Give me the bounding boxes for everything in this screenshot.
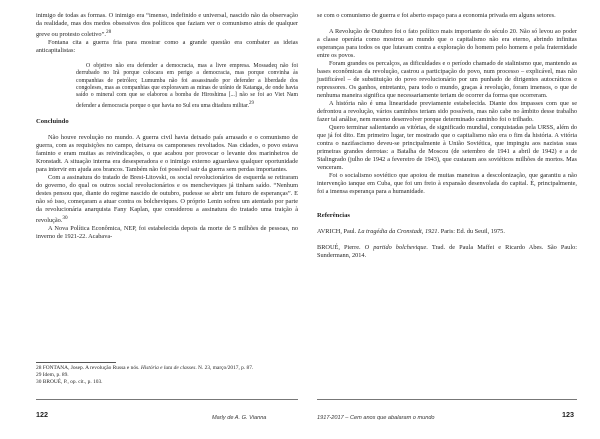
footnote-28: 28 FONTANA, Josep. A revolução Russa e nós. História e luta de classes. N. 23, março/2017, p. 87. [36, 365, 254, 371]
reference-broue: BROUÉ, Pierre. O partido bolchevique. Trad. de Paula Maffei e Ricardo Abes. São Paulo: Sundermann, 2014. [317, 244, 577, 259]
left-paragraph-1: inimigo de todas as formas. O inimigo era “imenso, indefinido e universal, nascido não da observação da realidade, mas dos medos obsessivos dos políticos que faziam ver o comunismo atrás de qualquer greve ou protesto coletivo”.$^{28}$ [36, 12, 298, 39]
right-running-head: 1917-2017 – Cem anos que abalaram o mundo [317, 415, 435, 421]
footnote-ref-30: 30 [62, 214, 68, 221]
left-paragraph-2: Fontana cita a guerra fria para mostrar como a grande questão era combater as ideias anticapitalistas: [36, 39, 298, 55]
left-paragraph-3: Não houve revolução no mundo. A guerra civil havia deixado país arrasado e o comunismo de guerra, com as requisições no campo, deixava os camponeses revoltados. Nas cidades, o povo estava faminto e eram muitas as reivindicações, o que acabou por provocar o levante dos marinheiros de Kronstadt. A situação interna era desesperadora e o inimigo externo aguardava qualquer oportunidade para intervir em ajuda aos brancos. Também não foi possível sair da guerra sem perdas importantes. [36, 133, 298, 173]
left-page-number: 122 [36, 410, 48, 419]
left-paragraph-4: Com a assinatura do tratado de Brest-Litovski, os social revolucionários de esquerda se retiraram do governo, do qual os outros social revolucionários e os mencheviques já tinham saído. “Nenhum destes pensou que, diante do regime nascido de outubro, pudesse se abrir um futuro de esperanças”. E não só isso, começaram a atuar contra os bolcheviques. O próprio Lenin sofreu um atentado por parte da revolucionária anarquista Fany Kaplan, que considerou a assinatura do tratado uma traição à revolução.$^{30}$ [36, 173, 298, 224]
right-paragraph-5: Quero terminar salientando as vitórias, de significado mundial, conquistadas pela URSS, além do que já foi dito. Em primeiro lugar, ter mostrado que o capitalismo não era o fim da história. A vitória contra o nazifascismo deveu-se principalmente à União Soviética, que impingiu aos nazistas suas primeiras grandes derrotas: a Batalha de Moscou (de setembro de 1941 a abril de 1942) e a de Stalingrado (julho de 1942 a fevereiro de 1943), que custaram aos soviéticos milhões de mortos. Mas venceram. [317, 124, 577, 171]
footnote-29: 29 Idem, p. 89. [36, 372, 69, 378]
right-paragraph-4: A história não é uma linearidade previamente estabelecida. Diante dos impasses com que se defrontou a revolução, vários caminhos teriam sido possíveis, mas não cabe no âmbito desse trabalho fazer tal análise, nem mesmo desenvolver porque determinado caminho foi o trilhado. [317, 100, 577, 123]
right-paragraph-3: Foram grandes os percalços, as dificuldades e o período chamado de stalinismo que, mantendo as bases econômicas da revolução, castrou a participação do povo, num processo – explicável, mas não justificável – de substituição do povo revolucionário por um punhado de dirigentes autocráticos e repressores. Os ganhos, entretanto, para todo o mundo, graças à revolução, foram imensos, o que de nenhuma maneira significa que necessariamente teriam de ocorrer da forma que ocorreram. [317, 60, 577, 99]
left-paragraph-5: A Nova Política Econômica, NEP, foi estabelecida depois da morte de 5 milhões de pessoas, no inverno de 1921-22. Acabava- [36, 224, 298, 240]
right-paragraph-1: se com o comunismo de guerra e foi aberto espaço para a economia privada em alguns setores. [317, 12, 556, 19]
footnote-ref-29: 29 [249, 100, 254, 106]
footnote-ref-28: 28 [105, 29, 112, 35]
right-paragraph-2: A Revolução de Outubro foi o fato político mais importante do século 20. Não só levou ao poder a classe operária como mostrou ao mundo que o capitalismo não era eterno, abrindo infinitas esperanças para todos os que lutavam contra a exploração do homem pelo homem e pela fraternidade entre os povos. [317, 28, 577, 59]
footnotes [36, 362, 298, 386]
reference-avrich: AVRICH, Paul. La tragédia da Cronstadt, 1921. Paris: Ed. du Seuil, 1975. [317, 228, 505, 235]
block-quote: O objetivo não era defender a democracia, mas a livre empresa. Mossadeq não foi derrubado no Irã porque colocara em perigo a democracia, mas porque convinha às companhias de petróleo; Lumumba não foi assassinado por defender a liberdade dos congoleses, mas as companhias que exploravam as minas de urânio de Katanga, de onde havia saído o mineral com que se elaborou a bomba de Hiroshima [...] não se foi ao Viet Nam defender a democracia porque o que havia no Sul era uma ditadura militar.$^{29}$ [76, 63, 298, 109]
right-page-column [317, 12, 577, 260]
references-heading: Referências [317, 212, 350, 219]
section-heading-concluindo: Concluindo [36, 117, 69, 125]
right-footer-rule [317, 399, 577, 400]
left-footer-rule [36, 399, 298, 400]
right-page-number: 123 [562, 410, 574, 419]
left-running-head: Marly de A. G. Vianna [212, 415, 267, 421]
footnote-30: 30 BROUÉ, P., op. cit., p. 103. [36, 379, 103, 385]
right-paragraph-6: Foi o socialismo soviético que apoiou de muitas maneiras a descolonização, que garantiu a não intervenção ianque em Cuba, que foi um freio à expansão desenvolada do capital. É, principalmente, foi a imensa esperança para a humanidade. [317, 172, 577, 195]
footnote-rule [36, 362, 116, 363]
left-page-column [36, 12, 298, 241]
